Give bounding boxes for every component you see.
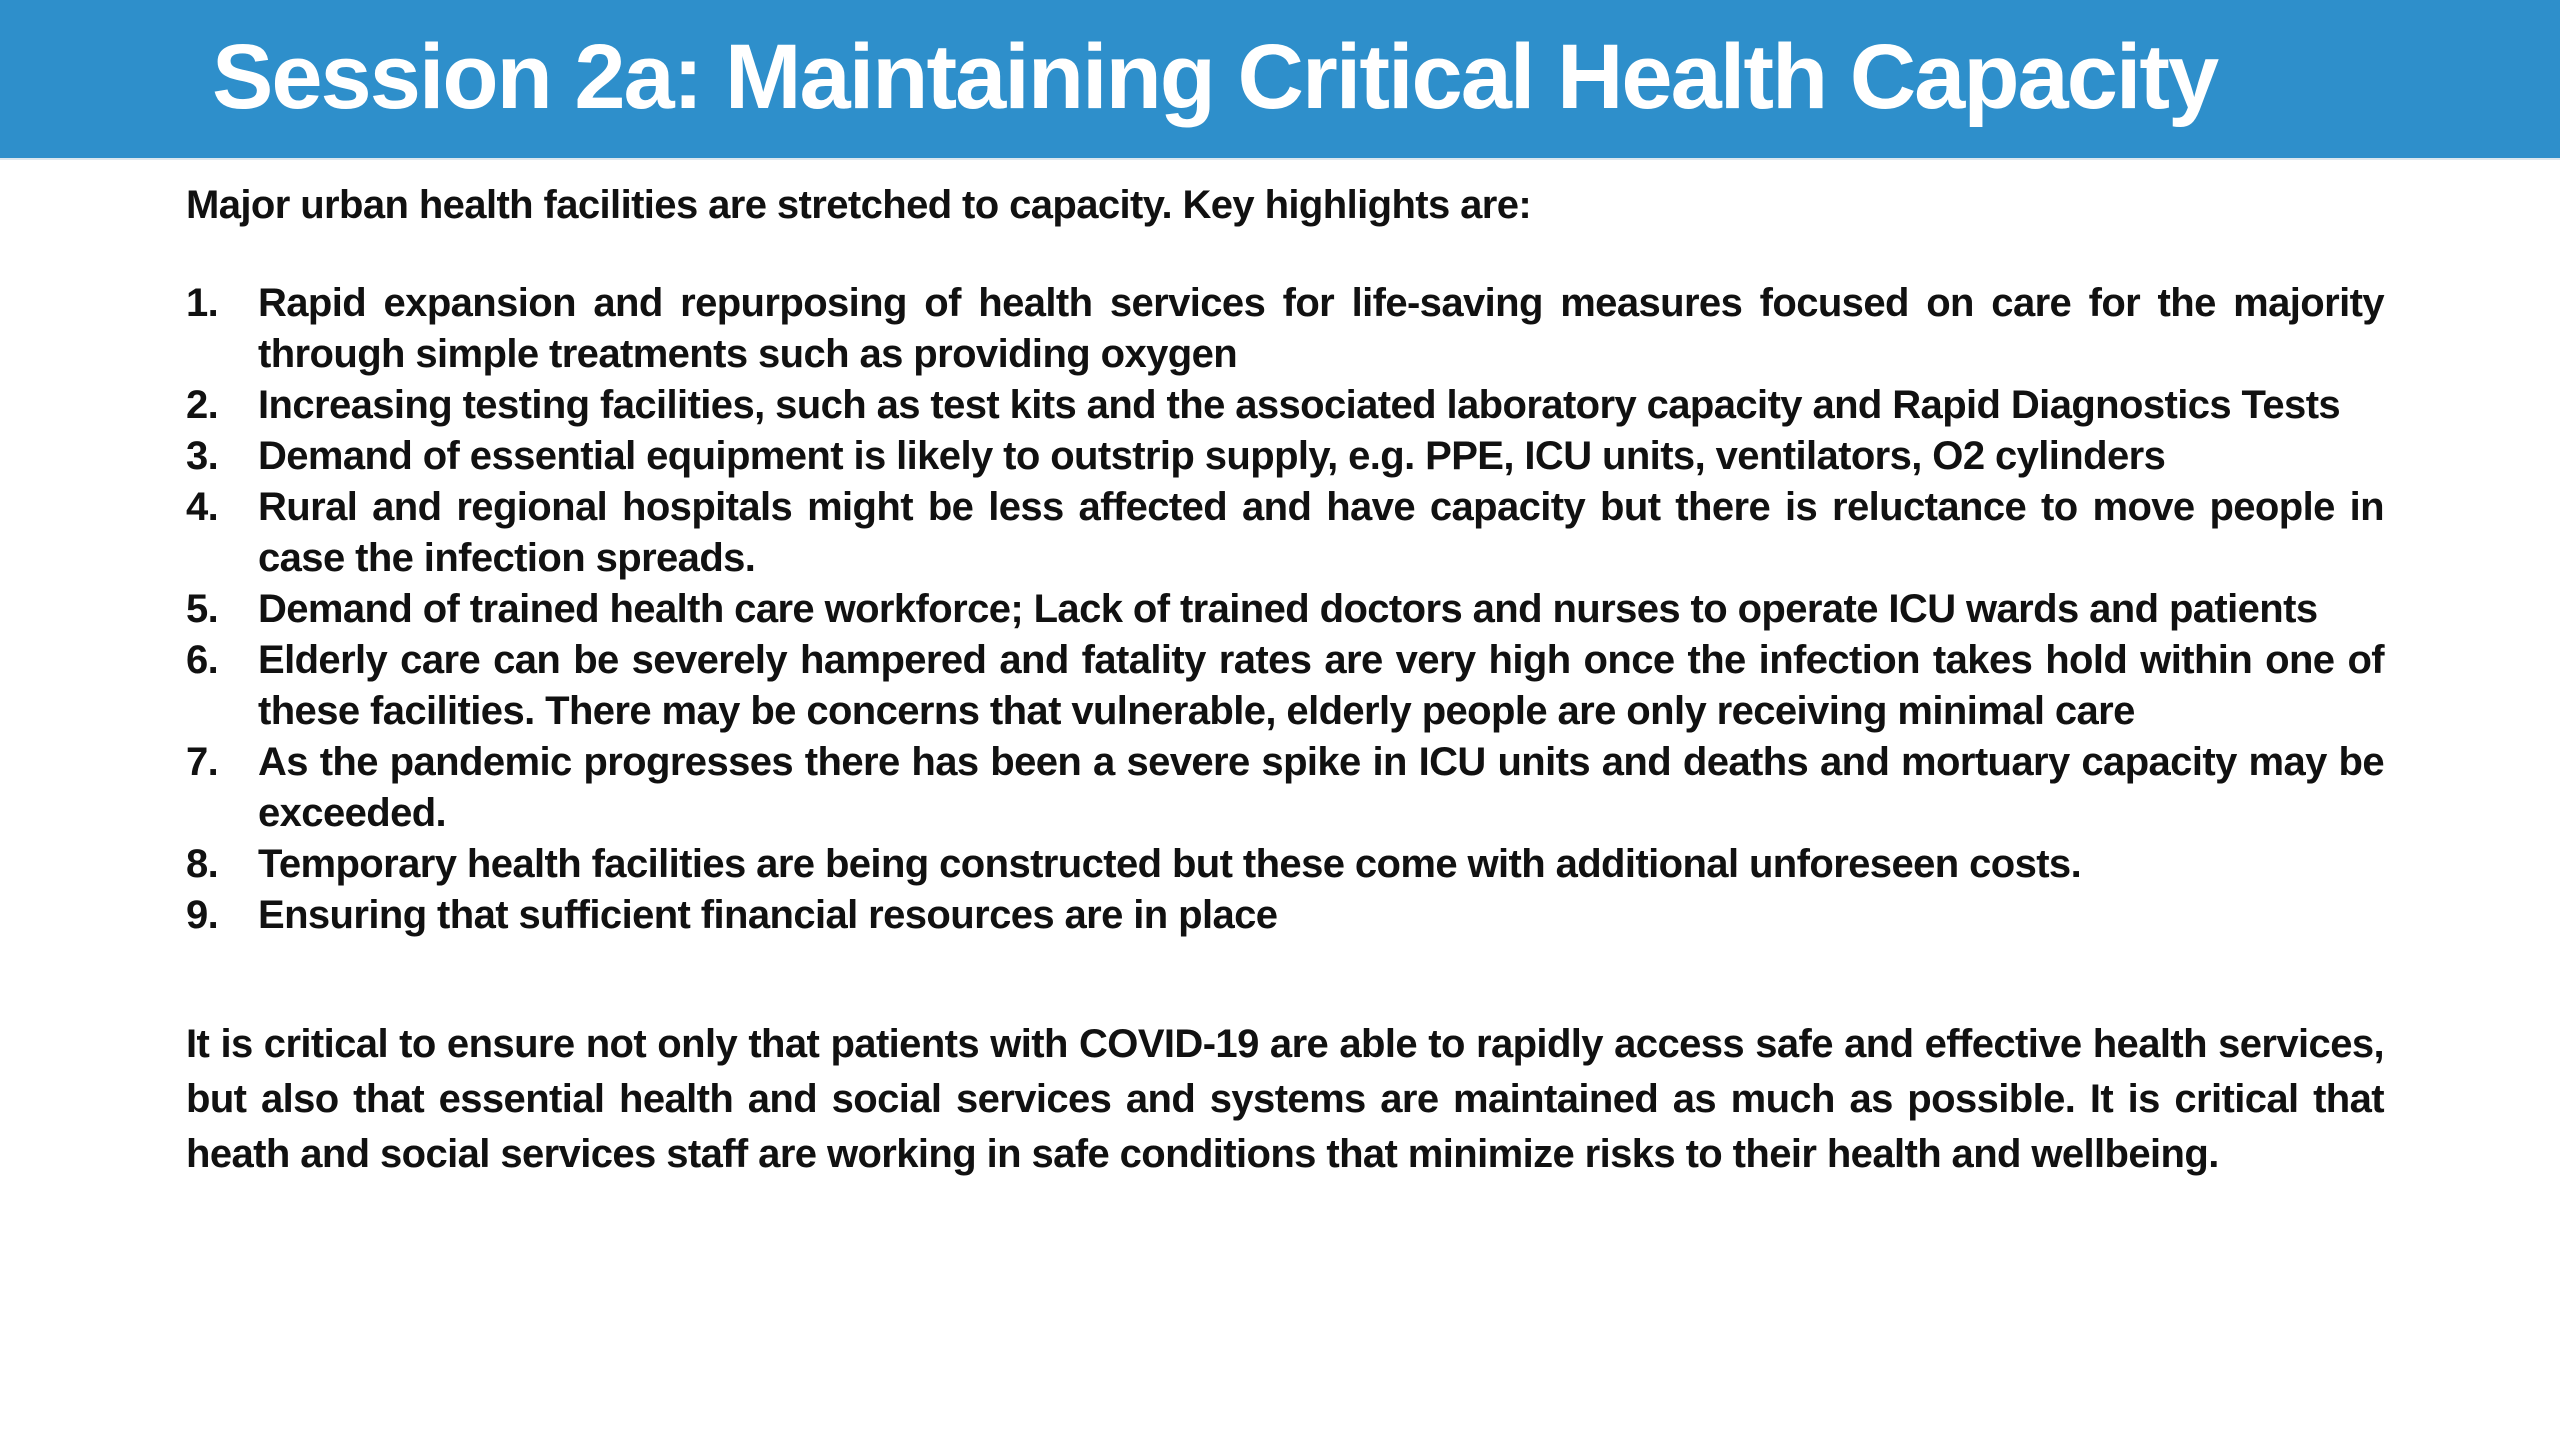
list-item	[186, 482, 2384, 584]
list-item-number: 8.	[186, 842, 219, 886]
slide-title: Session 2a: Maintaining Critical Health Capacity	[212, 26, 2218, 128]
conclusion-paragraph: It is critical to ensure not only that patients with COVID-19 are able to rapidly access safe and effective health services, but also that essential health and social services and systems are maintained as much as possible. It is critical that heath and social services staff are working in safe conditions that minimize risks to their health and wellbeing.	[186, 1022, 2384, 1176]
list-item-number: 3.	[186, 434, 219, 478]
list-item-text: Elderly care can be severely hampered and fatality rates are very high once the infection takes hold within one of these facilities. There may be concerns that vulnerable, elderly people are only receiving minimal care	[258, 638, 2384, 733]
list-item	[186, 584, 2384, 635]
list-item-text: Rural and regional hospitals might be less affected and have capacity but there is reluctance to move people in case the infection spreads.	[258, 485, 2384, 580]
list-item-text: Ensuring that sufficient financial resources are in place	[258, 893, 1278, 937]
list-item	[186, 737, 2384, 839]
list-item-number: 9.	[186, 893, 219, 937]
list-item	[186, 839, 2384, 890]
title-bar	[0, 0, 2560, 160]
list-item-text: Temporary health facilities are being constructed but these come with additional unforeseen costs.	[258, 842, 2082, 886]
list-item-text: Demand of essential equipment is likely to outstrip supply, e.g. PPE, ICU units, ventilators, O2 cylinders	[258, 434, 2166, 478]
list-item	[186, 380, 2384, 431]
list-item-number: 1.	[186, 281, 219, 325]
list-item-number: 4.	[186, 485, 219, 529]
list-item	[186, 890, 2384, 941]
list-item	[186, 278, 2384, 380]
intro-text: Major urban health facilities are stretched to capacity. Key highlights are:	[186, 183, 1532, 227]
list-item	[186, 431, 2384, 482]
list-item-number: 6.	[186, 638, 219, 682]
list-item-number: 5.	[186, 587, 219, 631]
list-item-text: Rapid expansion and repurposing of health services for life-saving measures focused on care for the majority through simple treatments such as providing oxygen	[258, 281, 2384, 376]
list-item-number: 2.	[186, 383, 219, 427]
list-item	[186, 635, 2384, 737]
list-item-number: 7.	[186, 740, 219, 784]
list-item-text: Demand of trained health care workforce; Lack of trained doctors and nurses to operate ICU wards and patients	[258, 587, 2318, 631]
highlights-list	[186, 278, 2384, 941]
list-item-text: Increasing testing facilities, such as test kits and the associated laboratory capacity and Rapid Diagnostics Tests	[258, 383, 2341, 427]
slide-content	[186, 176, 2384, 1182]
list-item-text: As the pandemic progresses there has been a severe spike in ICU units and deaths and mortuary capacity may be exceeded.	[258, 740, 2384, 835]
